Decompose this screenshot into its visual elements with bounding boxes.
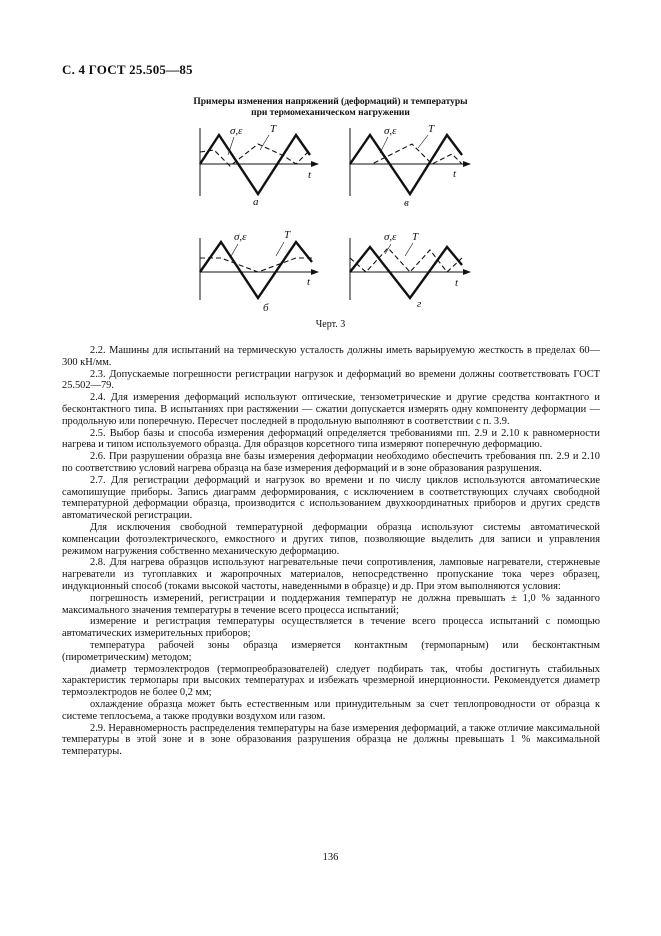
paragraph-condition-1: погрешность измерений, регистрации и поддержания температур не должна превышать ± 1,0 % заданного максимального значения температуры в течение всего процесса испытаний;: [62, 592, 600, 616]
panel-b-stress-curve: [200, 242, 312, 298]
panel-g-temp-label: T: [412, 231, 419, 243]
panel-v-label: в: [404, 197, 409, 209]
paragraph-2-9: 2.9. Неравномерность распределения температуры на базе измерения деформаций, а также отличие максимальной температуры в этой зоне и в зоне образования разрушения образца не должны превышать 1 % максимальной температуры.: [62, 722, 600, 758]
panel-v-temp-label: T: [428, 123, 435, 135]
body-text: [62, 345, 600, 758]
paragraph-2-7: 2.7. Для регистрации деформаций и нагрузок во времени и по числу циклов используются автоматические самопишущие приборы. Запись диаграмм деформирования, с исключением в соответствующих случаях свободной температурной деформации образца, производится с использованием двухкоординатных приборов и других средств автоматической регистрации.: [62, 474, 600, 522]
page-header: С. 4 ГОСТ 25.505—85: [62, 62, 193, 77]
panel-g-label: г: [417, 298, 422, 310]
paragraph-2-7-cont: Для исключения свободной температурной деформации образца используют системы автоматической компенсации фотоэлектрического, емкостного и других типов, позволяющие выделить для записи и управления режимом нагружения собственно механическую деформацию.: [62, 521, 600, 557]
panel-b: [200, 238, 318, 300]
figure-diagram: [0, 0, 661, 320]
panel-g-stress-label: σ,ε: [384, 231, 397, 243]
panel-g: [350, 238, 470, 300]
paragraph-2-3: 2.3. Допускаемые погрешности регистрации нагрузок и деформаций во времени должны соответствовать ГОСТ 25.502—79.: [62, 368, 600, 392]
panel-v-stress-label: σ,ε: [384, 125, 397, 137]
page-number: 136: [322, 852, 339, 863]
panel-b-temp-label: T: [284, 229, 291, 241]
paragraph-2-2: 2.2. Машины для испытаний на термическую усталость должны иметь варьируемую жесткость в пределах 60—300 кН/мм.: [62, 345, 600, 368]
paragraph-2-6: 2.6. При разрушении образца вне базы измерения деформации необходимо обеспечить требования пп. 2.9 и 2.10 по соответствию условий нагрева образца на базе измерения деформаций и в зоне образования разрушения.: [62, 451, 600, 474]
panel-a-leader-temp: [260, 135, 269, 150]
panel-g-leader-stress: [385, 244, 391, 254]
panel-v: [350, 128, 470, 196]
panel-v-leader-stress: [380, 137, 388, 153]
figure-title-line-1: Примеры изменения напряжений (деформаций) и температуры: [193, 97, 468, 107]
panel-v-leader-temp: [418, 135, 428, 148]
panel-a-label: а: [253, 196, 259, 208]
paragraph-condition-2: измерение и регистрация температуры осуществляется в течение всего процесса испытаний с помощью автоматических измерительных приборов;: [62, 616, 600, 640]
panel-g-axis-label: t: [455, 277, 459, 289]
figure-title-line-2: при термомеханическом нагружении: [251, 108, 410, 118]
panel-b-temperature-curve: [200, 258, 312, 272]
panel-b-axis-label: t: [307, 276, 311, 288]
panel-v-temperature-curve: [350, 144, 462, 164]
panel-v-axis-label: t: [453, 168, 457, 180]
paragraph-2-5: 2.5. Выбор базы и способа измерения деформаций определяется требованиями пп. 2.9 и 2.10 к равномерности нагрева и типом используемого образца. Для образцов корсетного типа измеряют поперечную деформацию.: [62, 427, 600, 451]
panel-g-leader-temp: [405, 243, 413, 256]
paragraph-condition-4: диаметр термоэлектродов (термопреобразователей) следует подбирать так, чтобы достигнуть стабильных характеристик термопары при высоких температурах и избежать чрезмерной инерционности. Рекомендуется диаметр термоэлектродов не более 0,2 мм;: [62, 663, 600, 699]
panel-a: [200, 128, 318, 196]
panel-a-stress-label: σ,ε: [230, 125, 243, 137]
paragraph-condition-3: температура рабочей зоны образца измеряется контактным (термопарным) или бесконтактным (пирометрическим) методом;: [62, 639, 600, 663]
paragraph-condition-5: охлаждение образца может быть естественным или принудительным за счет теплопроводности от образца к системе теплосъема, а также продувки воздухом или газом.: [62, 698, 600, 722]
panel-b-label: б: [263, 302, 269, 314]
paragraph-2-8: 2.8. Для нагрева образцов используют нагревательные печи сопротивления, ламповые нагреватели, стержневые нагреватели из тугоплавких и жаропрочных материалов, непосредственно пропускание тока через образец, индукционный способ (токами высокой частоты, наведенными в образце) и др. При этом выполняются условия:: [62, 557, 600, 592]
figure-caption: Черт. 3: [315, 319, 346, 330]
panel-a-temperature-curve: [200, 144, 310, 166]
panel-b-leader-stress: [230, 244, 238, 258]
panel-b-stress-label: σ,ε: [234, 231, 247, 243]
panel-a-axis-label: t: [308, 169, 312, 181]
paragraph-2-4: 2.4. Для измерения деформаций используют оптические, тензометрические и другие средства контактного и бесконтактного типа. В испытаниях при растяжении — сжатии допускается измерять одну компоненту деформации — продольную или поперечную. Пересчет последней в продольную выполняют в соответствии с п. 3.9.: [62, 392, 600, 427]
panel-a-temp-label: T: [270, 123, 277, 135]
panel-b-leader-temp: [276, 242, 284, 256]
